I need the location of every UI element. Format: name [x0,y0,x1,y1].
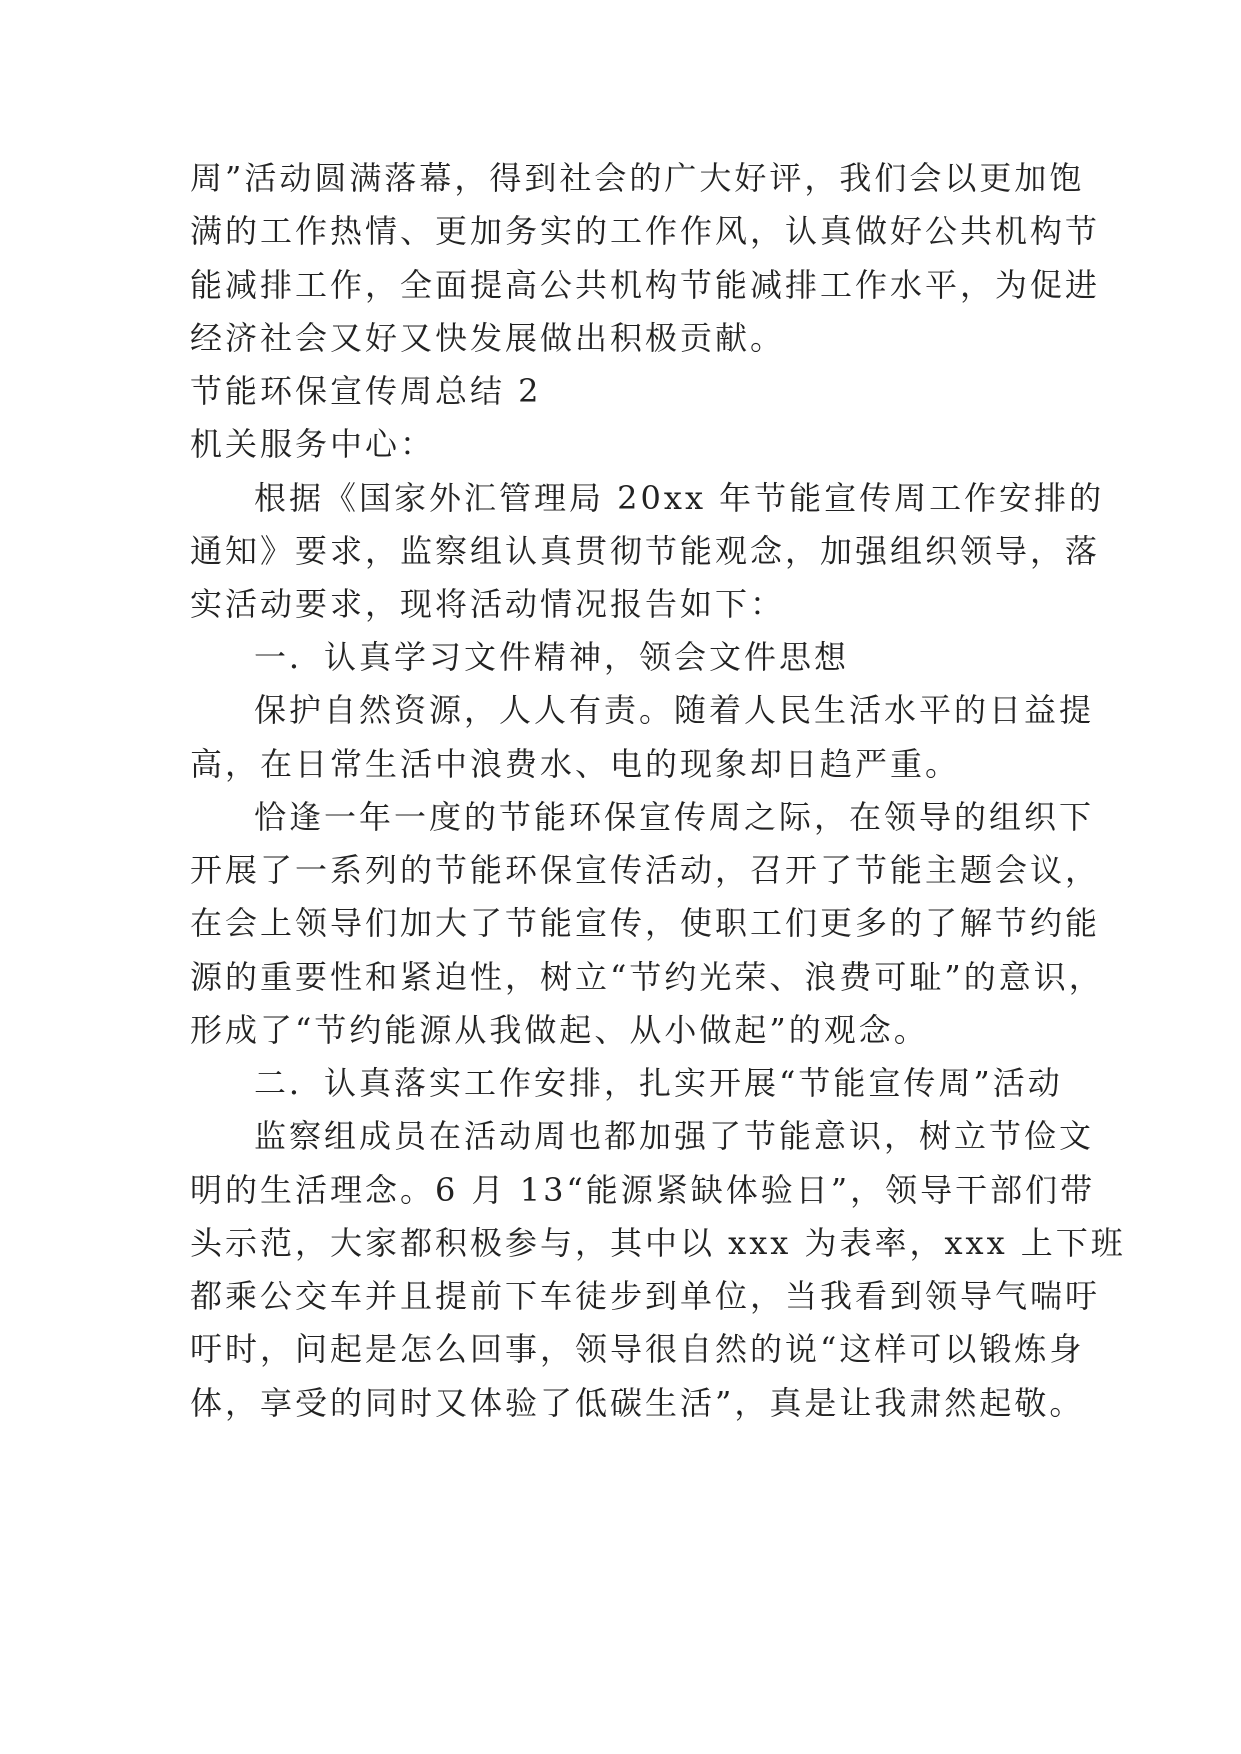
paragraph-line: 体，享受的同时又体验了低碳生活”，真是让我肃然起敬。 [190,1384,1085,1422]
paragraph-line: 周”活动圆满落幕，得到社会的广大好评，我们会以更加饱 [190,159,1085,197]
paragraph-line: 吁时，问起是怎么回事，领导很自然的说“这样可以锻炼身 [190,1330,1085,1368]
paragraph-line: 源的重要性和紧迫性，树立“节约光荣、浪费可耻”的意识， [190,958,1104,996]
paragraph-line: 形成了“节约能源从我做起、从小做起”的观念。 [190,1011,929,1049]
paragraph-line: 满的工作热情、更加务实的工作作风，认真做好公共机构节 [190,212,1101,250]
paragraph-line: 明的生活理念。6 月 13“能源紧缺体验日”，领导干部们带 [190,1171,1096,1209]
paragraph-line: 能减排工作，全面提高公共机构节能减排工作水平，为促进 [190,266,1101,304]
paragraph-line: 监察组成员在活动周也都加强了节能意识，树立节俭文 [254,1117,1095,1155]
section-heading: 一．认真学习文件精神，领会文件思想 [254,638,850,676]
paragraph-line: 恰逢一年一度的节能环保宣传周之际，在领导的组织下 [254,798,1095,836]
paragraph-line: 在会上领导们加大了节能宣传，使职工们更多的了解节约能 [190,904,1101,942]
recipient-line: 机关服务中心： [190,425,436,463]
section-heading: 二．认真落实工作安排，扎实开展“节能宣传周”活动 [254,1064,1063,1102]
paragraph-line: 实活动要求，现将活动情况报告如下： [190,585,786,623]
paragraph-line: 保护自然资源，人人有责。随着人民生活水平的日益提 [254,691,1095,729]
paragraph-line: 通知》要求，监察组认真贯彻节能观念，加强组织领导，落 [190,532,1101,570]
paragraph-line: 根据《国家外汇管理局 20xx 年节能宣传周工作安排的 [254,479,1105,517]
section-title: 节能环保宣传周总结 2 [190,372,542,410]
paragraph-line: 都乘公交车并且提前下车徒步到单位，当我看到领导气喘吁 [190,1277,1101,1315]
paragraph-line: 头示范，大家都积极参与，其中以 xxx 为表率，xxx 上下班 [190,1224,1126,1262]
paragraph-line: 开展了一系列的节能环保宣传活动，召开了节能主题会议， [190,851,1101,889]
paragraph-line: 经济社会又好又快发展做出积极贡献。 [190,319,786,357]
paragraph-line: 高，在日常生活中浪费水、电的现象却日趋严重。 [190,745,961,783]
